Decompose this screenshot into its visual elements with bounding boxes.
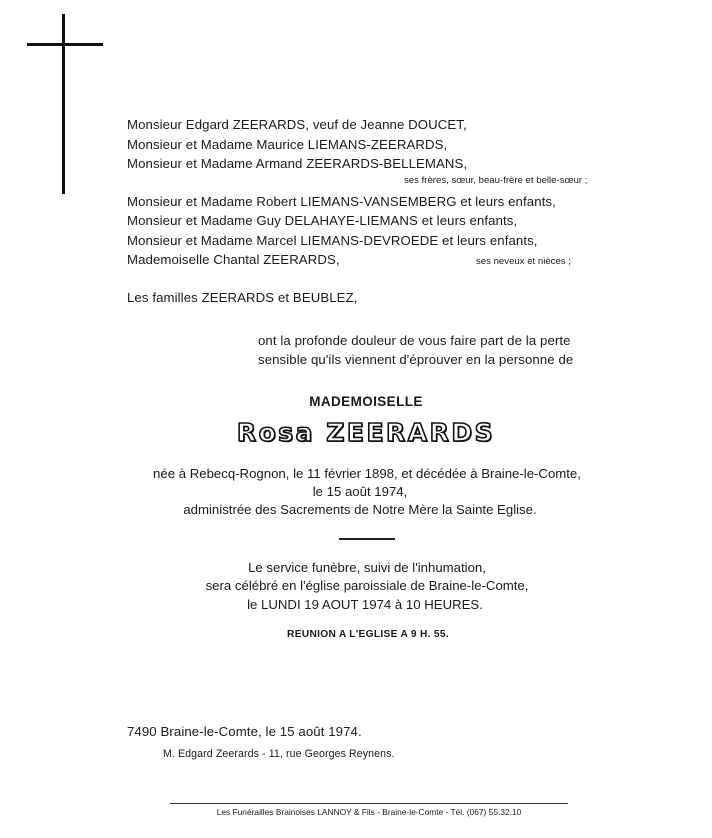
nephew-line-4: Mademoiselle Chantal ZEERARDS, xyxy=(127,252,340,267)
cross-vertical-bar xyxy=(62,14,65,194)
service-line-3: le LUNDI 19 AOUT 1974 à 10 HEURES. xyxy=(247,597,483,612)
reunion-line: REUNION A L'EGLISE A 9 H. 55. xyxy=(287,629,449,640)
cross-horizontal-bar xyxy=(27,43,103,46)
relation-siblings: ses frères, sœur, beau-frère et belle-sœur ; xyxy=(404,175,588,186)
relation-nephews: ses neveux et nièces ; xyxy=(476,256,571,267)
service-line-1: Le service funèbre, suivi de l'inhumation, xyxy=(248,560,486,575)
announcement-line-2: sensible qu'ils viennent d'éprouver en la personne de xyxy=(258,352,574,367)
family-line-1: Monsieur Edgard ZEERARDS, veuf de Jeanne DOUCET, xyxy=(127,117,467,132)
families-line: Les familles ZEERARDS et BEUBLEZ, xyxy=(127,290,358,305)
sacraments-line: administrée des Sacrements de Notre Mère la Sainte Eglise. xyxy=(183,502,537,517)
nephew-line-2: Monsieur et Madame Guy DELAHAYE-LIEMANS et leurs enfants, xyxy=(127,213,518,228)
birth-death-line: née à Rebecq-Rognon, le 11 février 1898, et décédée à Braine-le-Comte, xyxy=(153,466,581,481)
address-line: M. Edgard Zeerards - 11, rue Georges Reynens. xyxy=(163,748,395,760)
announcement-line-1: ont la profonde douleur de vous faire part de la perte xyxy=(258,333,571,348)
footer-rule xyxy=(170,803,568,804)
nephew-line-3: Monsieur et Madame Marcel LIEMANS-DEVROEDE et leurs enfants, xyxy=(127,233,538,248)
nephew-line-1: Monsieur et Madame Robert LIEMANS-VANSEMBERG et leurs enfants, xyxy=(127,194,556,209)
service-line-2: sera célébré en l'église paroissiale de Braine-le-Comte, xyxy=(205,578,529,593)
deceased-title: MADEMOISELLE xyxy=(309,394,423,409)
place-date-line: 7490 Braine-le-Comte, le 15 août 1974. xyxy=(127,724,362,739)
printer-footer: Les Funérailles Brainoises LANNOY & Fils - Braine-le-Comte - Tél. (067) 55.32.10 xyxy=(216,807,522,817)
family-line-2: Monsieur et Madame Maurice LIEMANS-ZEERARDS, xyxy=(127,137,448,152)
family-line-3: Monsieur et Madame Armand ZEERARDS-BELLEMANS, xyxy=(127,156,468,171)
death-date-line: le 15 août 1974, xyxy=(312,484,408,499)
deceased-name: Rosa ZEERARDS xyxy=(236,418,496,447)
separator-line xyxy=(339,538,395,540)
